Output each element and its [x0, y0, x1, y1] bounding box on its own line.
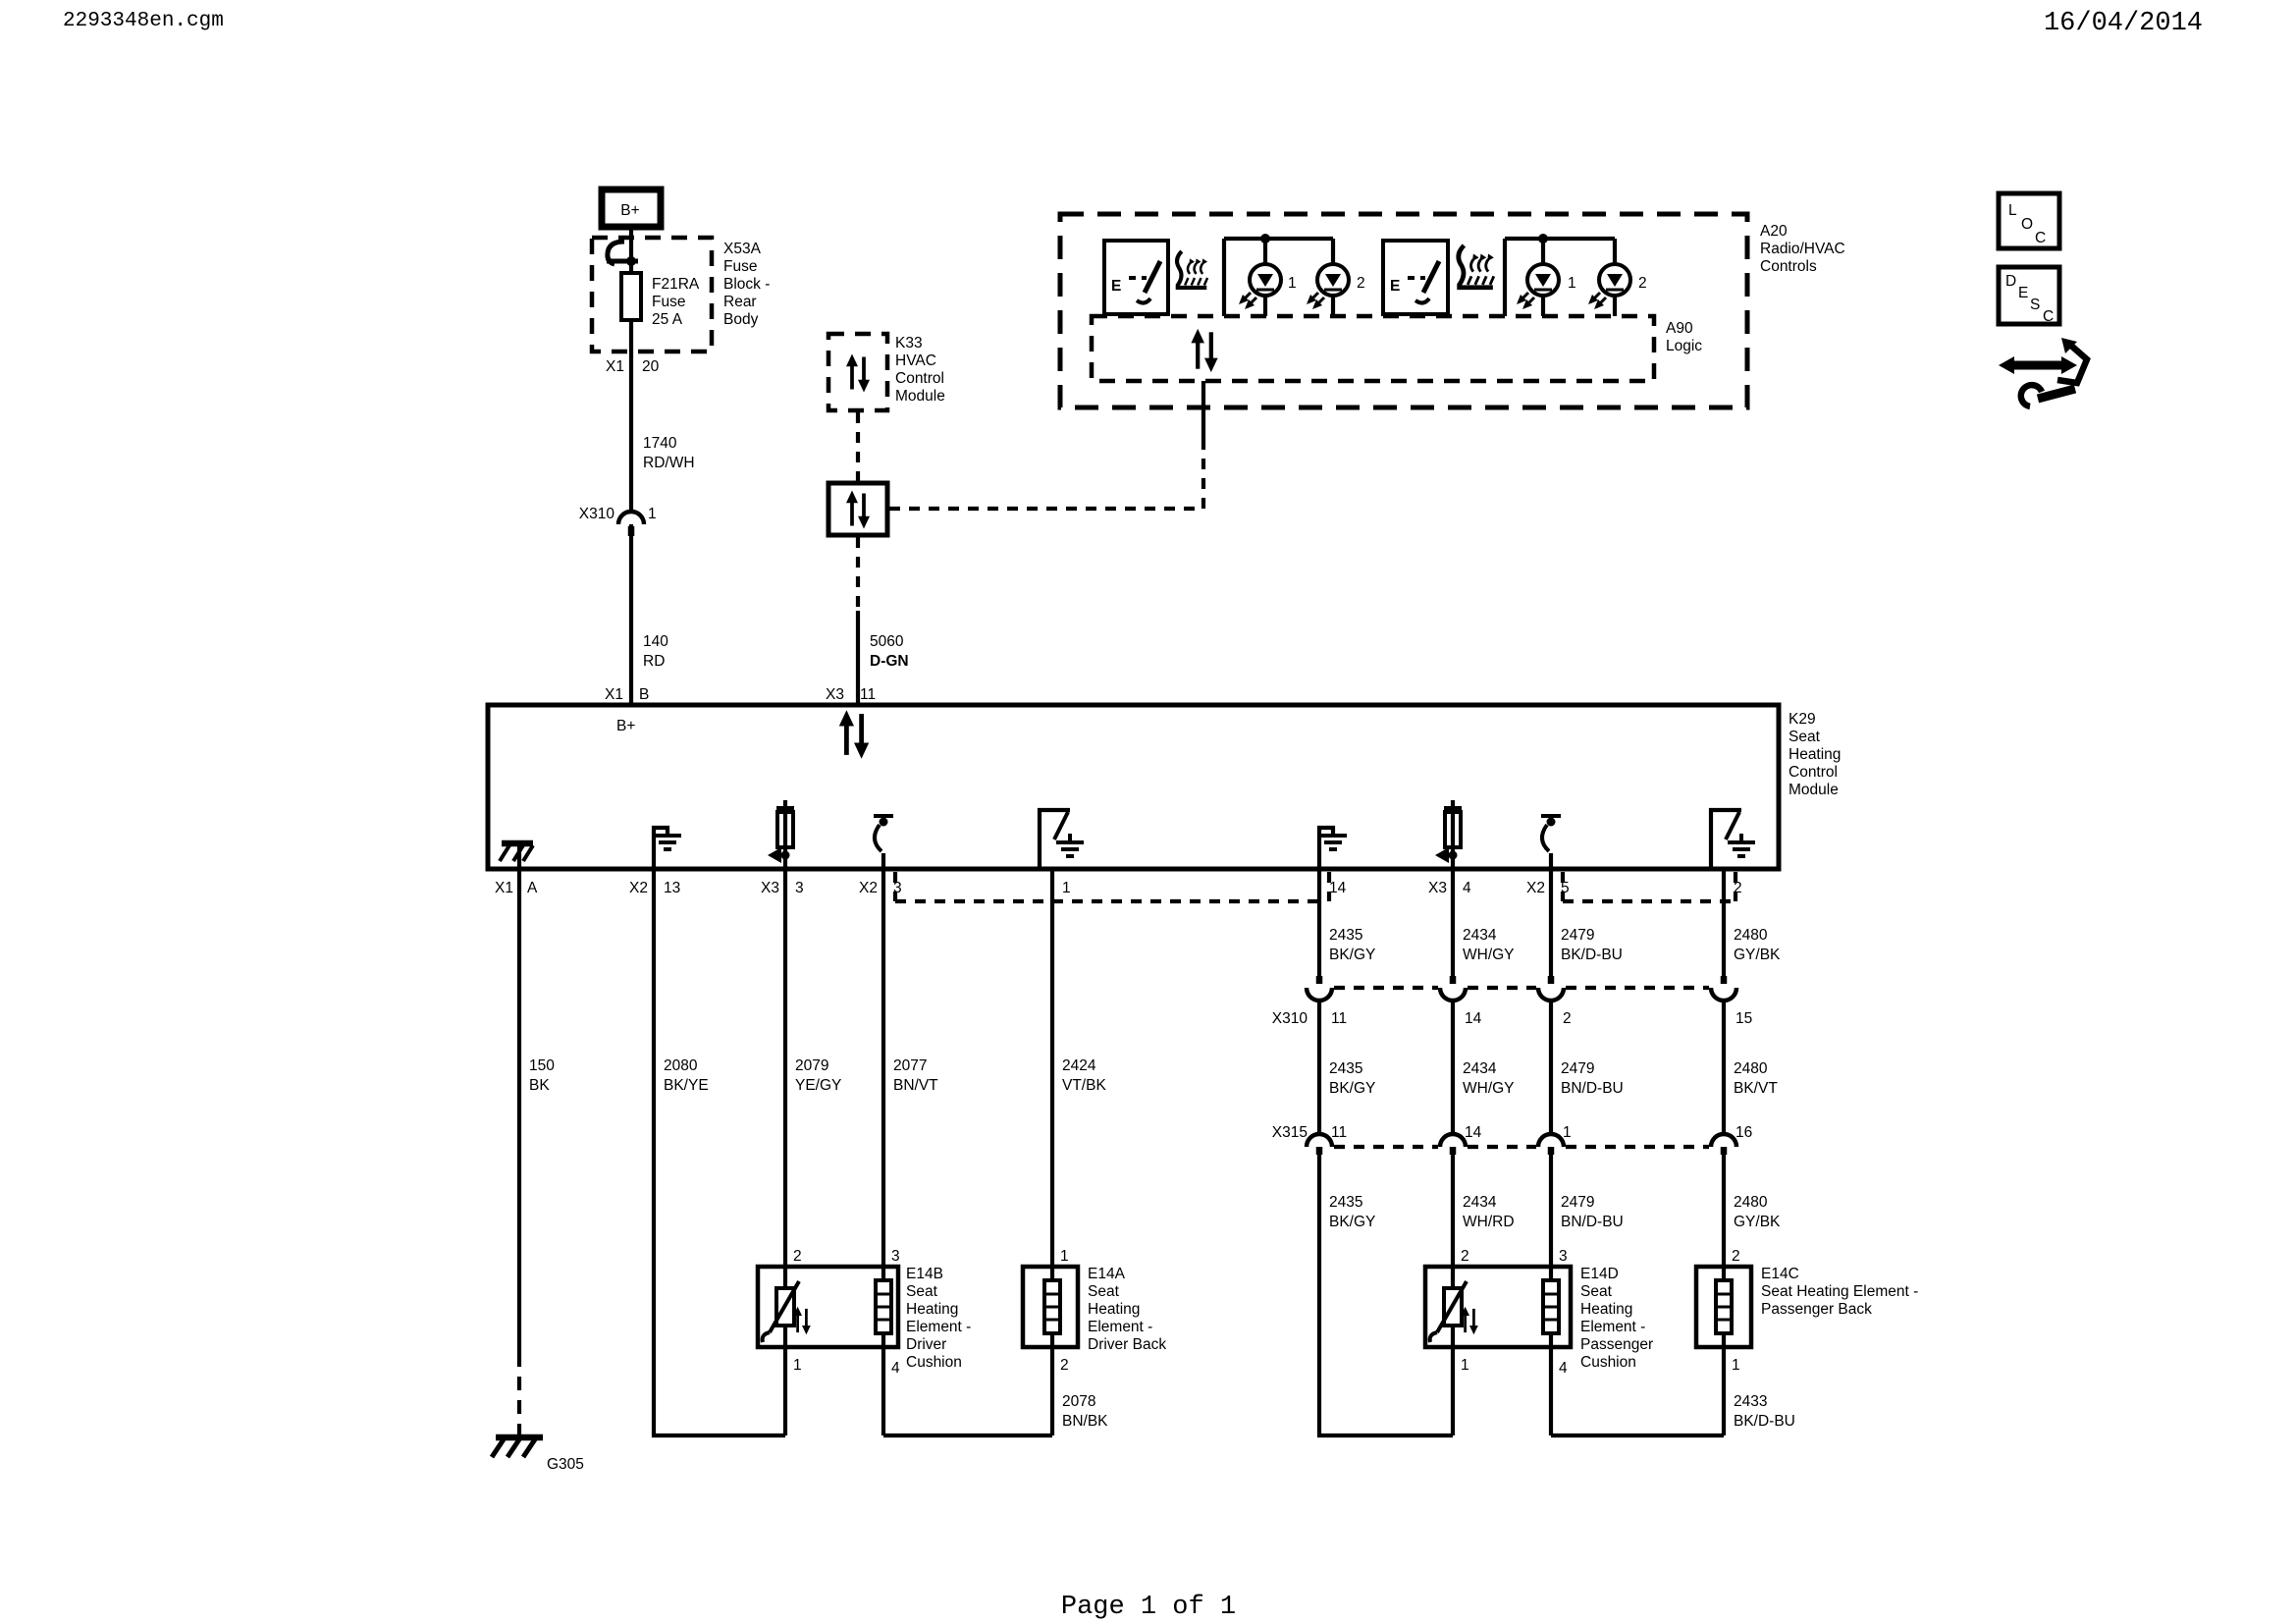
wire-label: BK/D-BU — [1734, 1413, 1795, 1430]
switch-e-label: E — [1111, 278, 1122, 295]
pin-label: X2 — [1526, 880, 1545, 896]
desc-letter: C — [2043, 308, 2055, 325]
pin-label: 2 — [1060, 1357, 1069, 1374]
element-label: Element - — [1088, 1319, 1153, 1335]
wire-label: BN/D-BU — [1561, 1080, 1624, 1097]
pin-label: 2 — [1563, 1010, 1572, 1027]
pin-label: 2 — [793, 1248, 802, 1265]
fuse-block-label: Block - — [723, 276, 771, 293]
wire-label: RD — [643, 653, 666, 670]
terminal-label: B+ — [616, 718, 636, 734]
pin-label: 1 — [1060, 1248, 1069, 1265]
loc-letter: C — [2035, 230, 2047, 246]
element-label: E14D — [1580, 1266, 1619, 1282]
wire-label: 2077 — [893, 1057, 928, 1074]
fuse-label: Fuse — [652, 294, 686, 310]
pin-label: B — [639, 686, 650, 703]
pin-label: 5 — [1561, 880, 1570, 896]
element-label: Passenger Back — [1761, 1301, 1872, 1318]
wire-label: 1740 — [643, 435, 677, 452]
wire-label: 150 — [529, 1057, 555, 1074]
element-label: Cushion — [906, 1354, 962, 1371]
logic-label: A90 — [1666, 320, 1693, 337]
element-label: Seat Heating Element - — [1761, 1283, 1919, 1300]
wire-label: WH/RD — [1463, 1214, 1515, 1230]
wire-label: VT/BK — [1062, 1077, 1106, 1094]
seat-module-label: Heating — [1789, 746, 1842, 763]
led-label: 1 — [1568, 275, 1576, 292]
junction-dot — [626, 256, 636, 266]
pin-label: 14 — [1465, 1010, 1482, 1027]
pin-label: 2 — [1461, 1248, 1469, 1265]
pin-label: X1 — [605, 686, 623, 703]
wire-label: GY/BK — [1734, 947, 1781, 963]
wire-label: 5060 — [870, 633, 904, 650]
element-label: Driver Back — [1088, 1336, 1167, 1353]
doc-date: 16/04/2014 — [2043, 9, 2203, 38]
wire-label: GY/BK — [1734, 1214, 1781, 1230]
radio-hvac-label: Controls — [1760, 258, 1817, 275]
wire-label: 2434 — [1463, 927, 1497, 944]
wire-label: BK — [529, 1077, 550, 1094]
logic-label: Logic — [1666, 338, 1703, 354]
seat-module-label: Module — [1789, 782, 1839, 798]
loc-letter: O — [2021, 216, 2034, 233]
wire-label: 2079 — [795, 1057, 829, 1074]
page-indicator: Page 1 of 1 — [1060, 1593, 1237, 1622]
led-label: 2 — [1357, 275, 1365, 292]
hvac-module-label: Module — [895, 388, 945, 405]
hvac-module-label: Control — [895, 370, 944, 387]
pin-label: 11 — [1331, 1010, 1348, 1027]
pin-label: 15 — [1735, 1010, 1753, 1027]
wire-label: 2080 — [664, 1057, 698, 1074]
loc-letter: L — [2008, 202, 2017, 219]
pin-label: 11 — [860, 686, 877, 703]
desc-letter: D — [2005, 273, 2017, 290]
pin-label: 1 — [1732, 1357, 1740, 1374]
pin-label: 3 — [1559, 1248, 1568, 1265]
wire-label: BK/YE — [664, 1077, 709, 1094]
pin-label: 3 — [893, 880, 902, 896]
wire-label: BK/GY — [1329, 1214, 1376, 1230]
wire-label: YE/GY — [795, 1077, 842, 1094]
pin-label: 4 — [1463, 880, 1471, 896]
wire-label: BK/GY — [1329, 1080, 1376, 1097]
wire-label: WH/GY — [1463, 1080, 1515, 1097]
pin-label: X3 — [761, 880, 779, 896]
element-label: E14B — [906, 1266, 943, 1282]
wire-label: BN/BK — [1062, 1413, 1108, 1430]
switch-e-label: E — [1390, 278, 1401, 295]
radio-hvac-label: Radio/HVAC — [1760, 241, 1845, 257]
pin-label: A — [527, 880, 538, 896]
wire-label: 2078 — [1062, 1393, 1096, 1410]
wire-label: D-GN — [870, 653, 909, 670]
wire-label: 2480 — [1734, 927, 1768, 944]
wire-label: 2434 — [1463, 1194, 1497, 1211]
radio-hvac-label: A20 — [1760, 223, 1788, 240]
seat-module-label: Control — [1789, 764, 1838, 781]
desc-letter: S — [2030, 297, 2041, 313]
wire-label: 2435 — [1329, 927, 1363, 944]
b-plus-terminal-label: B+ — [620, 202, 640, 219]
element-label: Cushion — [1580, 1354, 1636, 1371]
element-label: Heating — [906, 1301, 959, 1318]
element-label: Element - — [906, 1319, 972, 1335]
element-label: Heating — [1088, 1301, 1141, 1318]
connector-label: X315 — [1271, 1124, 1308, 1141]
ground-label: G305 — [547, 1456, 584, 1473]
wire-label: 2479 — [1561, 927, 1595, 944]
wire-label: 2433 — [1734, 1393, 1768, 1410]
element-label: Seat — [1580, 1283, 1612, 1300]
element-label: Passenger — [1580, 1336, 1654, 1353]
wire-label: 2480 — [1734, 1060, 1768, 1077]
wire-label: BN/D-BU — [1561, 1214, 1624, 1230]
pin-label: X2 — [629, 880, 648, 896]
pin-label: 4 — [891, 1360, 900, 1377]
fuse-block-label: X53A — [723, 241, 761, 257]
element-label: Seat — [906, 1283, 937, 1300]
wire-label: BK/GY — [1329, 947, 1376, 963]
element-label: Element - — [1580, 1319, 1646, 1335]
element-label: E14A — [1088, 1266, 1125, 1282]
fuse-block-label: Fuse — [723, 258, 758, 275]
wire-label: 2480 — [1734, 1194, 1768, 1211]
fuse-label: 25 A — [652, 311, 683, 328]
wire-label: 2479 — [1561, 1194, 1595, 1211]
pin-label: 4 — [1559, 1360, 1568, 1377]
fuse-label: F21RA — [652, 276, 700, 293]
pin-label: X3 — [1428, 880, 1447, 896]
pin-label: 16 — [1735, 1124, 1753, 1141]
element-label: Seat — [1088, 1283, 1119, 1300]
pin-label: 3 — [795, 880, 804, 896]
wire-label: 2435 — [1329, 1060, 1363, 1077]
hvac-module-label: HVAC — [895, 352, 936, 369]
pin-label: X1 — [606, 358, 624, 375]
pin-label: 20 — [642, 358, 660, 375]
seat-module-label: K29 — [1789, 711, 1816, 728]
wire-label: 2479 — [1561, 1060, 1595, 1077]
pin-label: 13 — [664, 880, 681, 896]
led-label: 1 — [1288, 275, 1297, 292]
wire-label: WH/GY — [1463, 947, 1515, 963]
wire-label: BK/D-BU — [1561, 947, 1623, 963]
connector-label: X310 — [1271, 1010, 1308, 1027]
led-label: 2 — [1638, 275, 1647, 292]
pin-label: 11 — [1331, 1124, 1348, 1141]
wire-label: 2434 — [1463, 1060, 1497, 1077]
pin-label: 2 — [1734, 880, 1742, 896]
hvac-module-label: K33 — [895, 335, 923, 352]
fuse-block-label: Rear — [723, 294, 757, 310]
fuse-block-label: Body — [723, 311, 759, 328]
pin-label: 1 — [648, 506, 657, 522]
pin-label: 14 — [1465, 1124, 1482, 1141]
element-label: Driver — [906, 1336, 947, 1353]
wire-label: BK/VT — [1734, 1080, 1778, 1097]
element-label: E14C — [1761, 1266, 1799, 1282]
connector-label: X310 — [578, 506, 614, 522]
pin-label: 2 — [1732, 1248, 1740, 1265]
doc-filename: 2293348en.cgm — [63, 10, 224, 32]
wire-label: 140 — [643, 633, 668, 650]
pin-label: 1 — [1563, 1124, 1572, 1141]
pin-label: 1 — [793, 1357, 802, 1374]
seat-module-label: Seat — [1789, 729, 1820, 745]
pin-label: X1 — [495, 880, 513, 896]
element-label: Heating — [1580, 1301, 1633, 1318]
pin-label: 1 — [1062, 880, 1071, 896]
pin-label: 3 — [891, 1248, 900, 1265]
pin-label: X3 — [826, 686, 844, 703]
pin-label: 14 — [1329, 880, 1347, 896]
wire-label: RD/WH — [643, 455, 695, 471]
pin-label: 1 — [1461, 1357, 1469, 1374]
wire-label: 2435 — [1329, 1194, 1363, 1211]
desc-letter: E — [2018, 285, 2029, 301]
wire-label: BN/VT — [893, 1077, 938, 1094]
pin-label: X2 — [859, 880, 878, 896]
wire-label: 2424 — [1062, 1057, 1096, 1074]
